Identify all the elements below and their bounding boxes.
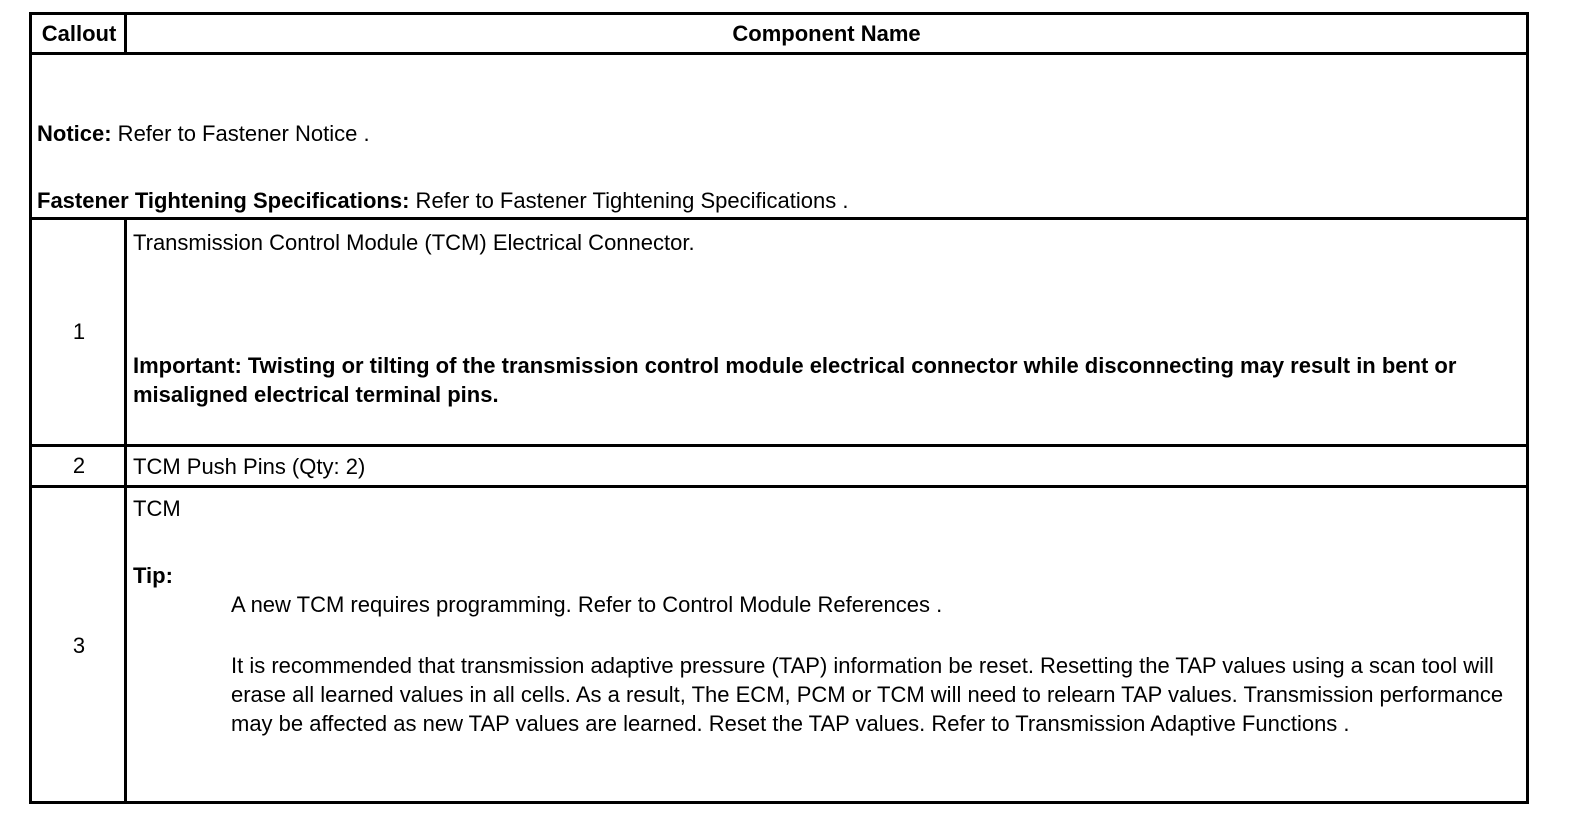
notice-line	[37, 119, 370, 148]
spec-text: Refer to Fastener Tightening Specifications .	[409, 188, 849, 213]
row2-title: TCM Push Pins (Qty: 2)	[133, 454, 366, 479]
notice-text: Refer to Fastener Notice .	[111, 121, 370, 146]
row3-title: TCM	[133, 496, 181, 521]
header-component-name: Component Name	[732, 20, 921, 46]
row1-title: Transmission Control Module (TCM) Electrical Connector.	[133, 230, 695, 255]
notice-label: Notice:	[37, 121, 112, 146]
row3-tip-label: Tip:	[133, 563, 173, 588]
row3-tip-1: A new TCM requires programming. Refer to Control Module References .	[231, 592, 943, 617]
row2-callout: 2	[72, 453, 86, 478]
header-divider	[32, 52, 1526, 55]
row1-callout: 1	[72, 319, 86, 344]
component-table	[29, 12, 1529, 804]
spec-label: Fastener Tightening Specifications:	[37, 188, 410, 213]
row3-tip-2: It is recommended that transmission adaptive pressure (TAP) information be reset. Resetting the TAP values using a scan tool will erase all learned values in all cells. As a result, The ECM, PCM or TCM will need to relearn TAP values. Transmission performance may be affected as new TAP values are learned. Reset the TAP values. Refer to Transmission Adaptive Functions .	[231, 653, 1504, 736]
row3-callout: 3	[72, 633, 86, 658]
row2-divider	[32, 485, 1526, 488]
row1-divider	[32, 444, 1526, 447]
row1-important: Important: Twisting or tilting of the transmission control module electrical connector while disconnecting may result in bent or misaligned electrical terminal pins.	[133, 353, 1457, 407]
spec-line	[37, 186, 848, 215]
header-callout: Callout	[41, 20, 117, 46]
notes-divider	[32, 217, 1526, 220]
